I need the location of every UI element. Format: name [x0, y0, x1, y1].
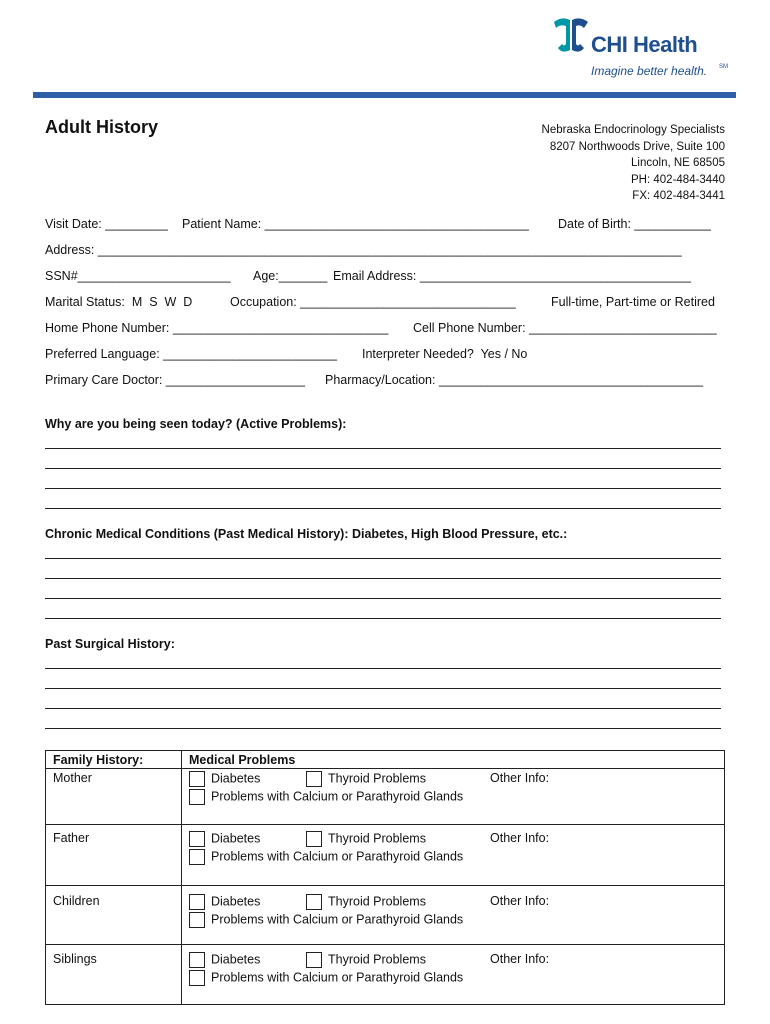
- table-row: [46, 886, 725, 945]
- surgical-heading: Past Surgical History:: [45, 637, 175, 651]
- clinic-city: Lincoln, NE 68505: [631, 157, 725, 169]
- table-row: [46, 769, 725, 825]
- thyroid-label: Thyroid Problems: [328, 952, 426, 967]
- clinic-address: 8207 Northwoods Drive, Suite 100: [549, 140, 725, 153]
- relation-cell: [46, 945, 182, 1005]
- active-line-2[interactable]: [45, 468, 721, 469]
- thyroid-label: Thyroid Problems: [328, 894, 426, 909]
- logo: [545, 12, 730, 84]
- header-divider: [33, 92, 736, 98]
- relation-label: Children: [53, 894, 100, 908]
- cell-phone-field[interactable]: Cell Phone Number: ___________________________: [413, 321, 717, 335]
- clinic-info: [542, 122, 725, 205]
- calcium-checkbox[interactable]: [189, 970, 205, 986]
- problems-cell: [182, 886, 725, 945]
- problems-cell: [182, 825, 725, 886]
- ssn-field[interactable]: SSN#______________________: [45, 269, 231, 283]
- visit-date-field[interactable]: Visit Date: _________: [45, 217, 168, 231]
- clinic-name: Nebraska Endocrinology Specialists: [541, 124, 725, 136]
- pcp-field[interactable]: Primary Care Doctor: ____________________: [45, 373, 305, 387]
- thyroid-checkbox[interactable]: [306, 894, 322, 910]
- diabetes-checkbox[interactable]: [189, 894, 205, 910]
- marital-status-field[interactable]: Marital Status: M S W D: [45, 295, 193, 309]
- relation-label: Father: [53, 831, 90, 845]
- family-history-label: Family History:: [53, 753, 144, 767]
- chronic-line-3[interactable]: [45, 598, 721, 599]
- calcium-label: Problems with Calcium or Parathyroid Glands: [211, 849, 464, 864]
- calcium-label: Problems with Calcium or Parathyroid Glands: [211, 970, 464, 985]
- age-field[interactable]: Age:_______: [253, 269, 328, 283]
- medical-problems-header: [182, 751, 725, 769]
- logo-tagline-mark: SM: [719, 64, 728, 70]
- calcium-label: Problems with Calcium or Parathyroid Glands: [211, 912, 464, 927]
- table-header-row: [46, 751, 725, 769]
- surgical-line-4[interactable]: [45, 728, 721, 729]
- page-title: Adult History: [45, 117, 159, 137]
- chronic-heading: Chronic Medical Conditions (Past Medical History): Diabetes, High Blood Pressure, etc.:: [45, 527, 568, 541]
- thyroid-checkbox[interactable]: [306, 831, 322, 847]
- diabetes-checkbox[interactable]: [189, 771, 205, 787]
- other-info-label: Other Info:: [490, 771, 550, 785]
- clinic-fax: FX: 402-484-3441: [632, 190, 725, 202]
- family-history-table: [45, 750, 725, 1005]
- email-field[interactable]: Email Address: _______________________________________: [333, 269, 691, 283]
- interpreter-field[interactable]: Interpreter Needed? Yes / No: [362, 347, 528, 361]
- clinic-phone: PH: 402-484-3440: [631, 173, 725, 186]
- thyroid-checkbox[interactable]: [306, 952, 322, 968]
- diabetes-label: Diabetes: [211, 894, 261, 909]
- other-info-label: Other Info:: [490, 831, 550, 845]
- other-info-label: Other Info:: [490, 952, 550, 966]
- surgical-line-3[interactable]: [45, 708, 721, 709]
- chronic-line-1[interactable]: [45, 558, 721, 559]
- chi-cross-icon: [548, 14, 592, 56]
- occupation-field[interactable]: Occupation: _______________________________: [230, 295, 516, 309]
- logo-tagline: Imagine better health.: [591, 64, 708, 78]
- family-history-header: [46, 751, 182, 769]
- chronic-line-2[interactable]: [45, 578, 721, 579]
- thyroid-checkbox[interactable]: [306, 771, 322, 787]
- diabetes-label: Diabetes: [211, 952, 261, 967]
- diabetes-checkbox[interactable]: [189, 952, 205, 968]
- surgical-line-1[interactable]: [45, 668, 721, 669]
- diabetes-label: Diabetes: [211, 831, 261, 846]
- relation-cell: [46, 769, 182, 825]
- diabetes-label: Diabetes: [211, 771, 261, 786]
- medical-problems-label: Medical Problems: [189, 753, 296, 767]
- language-field[interactable]: Preferred Language: _________________________: [45, 347, 337, 361]
- calcium-checkbox[interactable]: [189, 849, 205, 865]
- table-row: [46, 825, 725, 886]
- thyroid-label: Thyroid Problems: [328, 771, 426, 786]
- calcium-checkbox[interactable]: [189, 912, 205, 928]
- pharmacy-field[interactable]: Pharmacy/Location: ______________________________________: [325, 373, 704, 387]
- patient-name-field[interactable]: Patient Name: ______________________________________: [182, 217, 529, 231]
- thyroid-label: Thyroid Problems: [328, 831, 426, 846]
- logo-brand: CHI Health: [591, 32, 698, 57]
- relation-label: Mother: [53, 771, 92, 785]
- relation-label: Siblings: [53, 952, 97, 966]
- active-line-4[interactable]: [45, 508, 721, 509]
- active-problems-heading: Why are you being seen today? (Active Problems):: [45, 417, 347, 431]
- home-phone-field[interactable]: Home Phone Number: _______________________________: [45, 321, 389, 335]
- address-field[interactable]: Address: ____________________________________________________________________________________: [45, 243, 682, 257]
- problems-cell: [182, 945, 725, 1005]
- table-row: [46, 945, 725, 1005]
- calcium-checkbox[interactable]: [189, 789, 205, 805]
- relation-cell: [46, 825, 182, 886]
- active-line-1[interactable]: [45, 448, 721, 449]
- other-info-label: Other Info:: [490, 894, 550, 908]
- dob-field[interactable]: Date of Birth: ___________: [558, 217, 711, 231]
- problems-cell: [182, 769, 725, 825]
- employment-status[interactable]: Full-time, Part-time or Retired: [551, 295, 715, 309]
- diabetes-checkbox[interactable]: [189, 831, 205, 847]
- calcium-label: Problems with Calcium or Parathyroid Glands: [211, 789, 464, 804]
- surgical-line-2[interactable]: [45, 688, 721, 689]
- relation-cell: [46, 886, 182, 945]
- chronic-line-4[interactable]: [45, 618, 721, 619]
- active-line-3[interactable]: [45, 488, 721, 489]
